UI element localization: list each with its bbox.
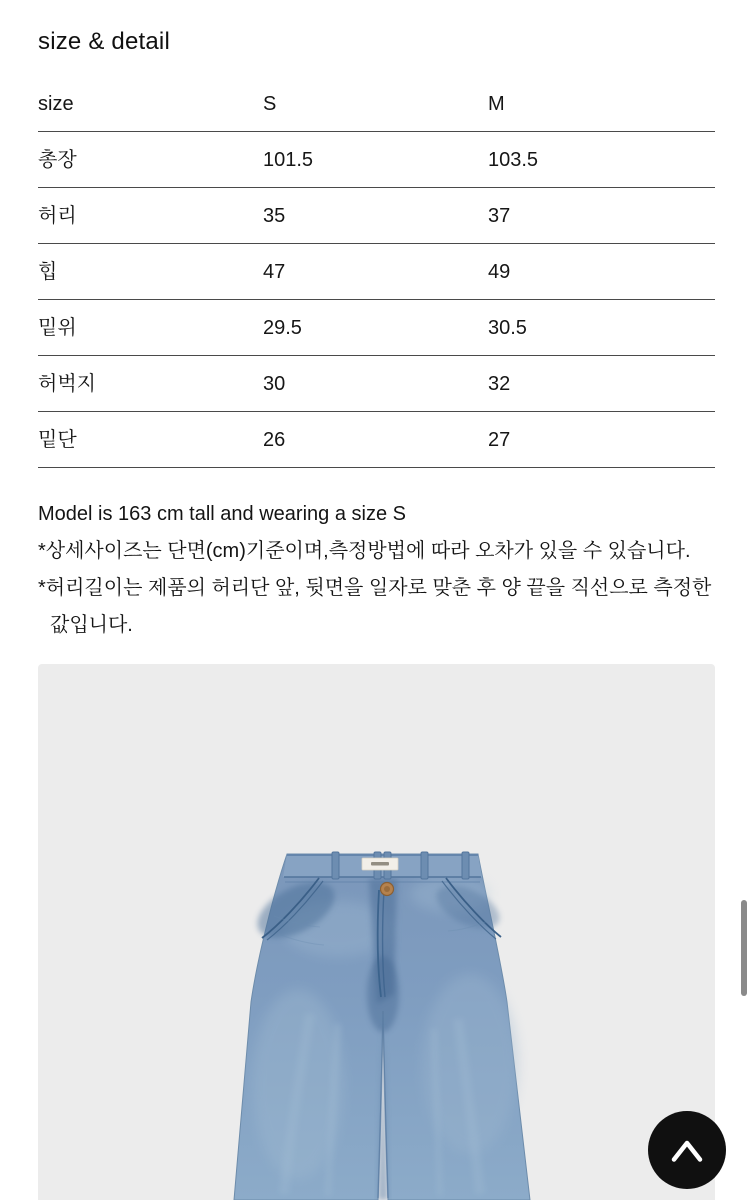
measurement-notes — [38, 496, 715, 644]
size-note-1: *상세사이즈는 단면(cm)기준이며,측정방법에 따라 오차가 있을 수 있습니다. — [38, 540, 691, 562]
row-value-m: 49 — [488, 260, 511, 283]
scrollbar-thumb[interactable] — [741, 900, 747, 996]
table-header-row — [38, 93, 715, 132]
row-value-s: 30 — [263, 372, 286, 395]
product-image — [38, 664, 715, 1200]
row-value-s: 35 — [263, 204, 286, 227]
row-label: 허벅지 — [38, 372, 96, 395]
row-value-s: 29.5 — [263, 316, 302, 339]
column-header-size: size — [38, 93, 74, 115]
row-label: 총장 — [38, 148, 77, 171]
row-label: 힙 — [38, 260, 58, 283]
row-value-m: 27 — [488, 428, 511, 451]
column-header-s: S — [263, 93, 277, 115]
column-header-m: M — [488, 93, 505, 115]
row-label: 밑위 — [38, 316, 77, 339]
row-value-s: 26 — [263, 428, 286, 451]
scroll-to-top-button[interactable] — [648, 1111, 726, 1189]
row-value-m: 37 — [488, 204, 511, 227]
row-value-m: 30.5 — [488, 316, 527, 339]
row-value-s: 101.5 — [263, 148, 314, 171]
jeans-illustration — [38, 664, 715, 1200]
jeans-button — [381, 883, 394, 896]
row-value-m: 103.5 — [488, 148, 539, 171]
row-value-m: 32 — [488, 372, 511, 395]
row-value-s: 47 — [263, 260, 286, 283]
table-row — [38, 244, 715, 300]
table-row — [38, 132, 715, 188]
size-table — [38, 93, 715, 468]
chevron-up-icon — [648, 1111, 726, 1189]
size-note-2: *허리길이는 제품의 허리단 앞, 뒷면을 일자로 맞춘 후 양 끝을 직선으로 측정한 값입니다. — [38, 577, 712, 636]
section-title: size & detail — [38, 28, 170, 55]
table-row — [38, 412, 715, 468]
row-label: 허리 — [38, 204, 77, 227]
table-row — [38, 188, 715, 244]
model-info-text: Model is 163 cm tall and wearing a size S — [38, 503, 406, 525]
row-label: 밑단 — [38, 428, 77, 451]
table-row — [38, 356, 715, 412]
brand-label — [362, 858, 398, 870]
table-row — [38, 300, 715, 356]
